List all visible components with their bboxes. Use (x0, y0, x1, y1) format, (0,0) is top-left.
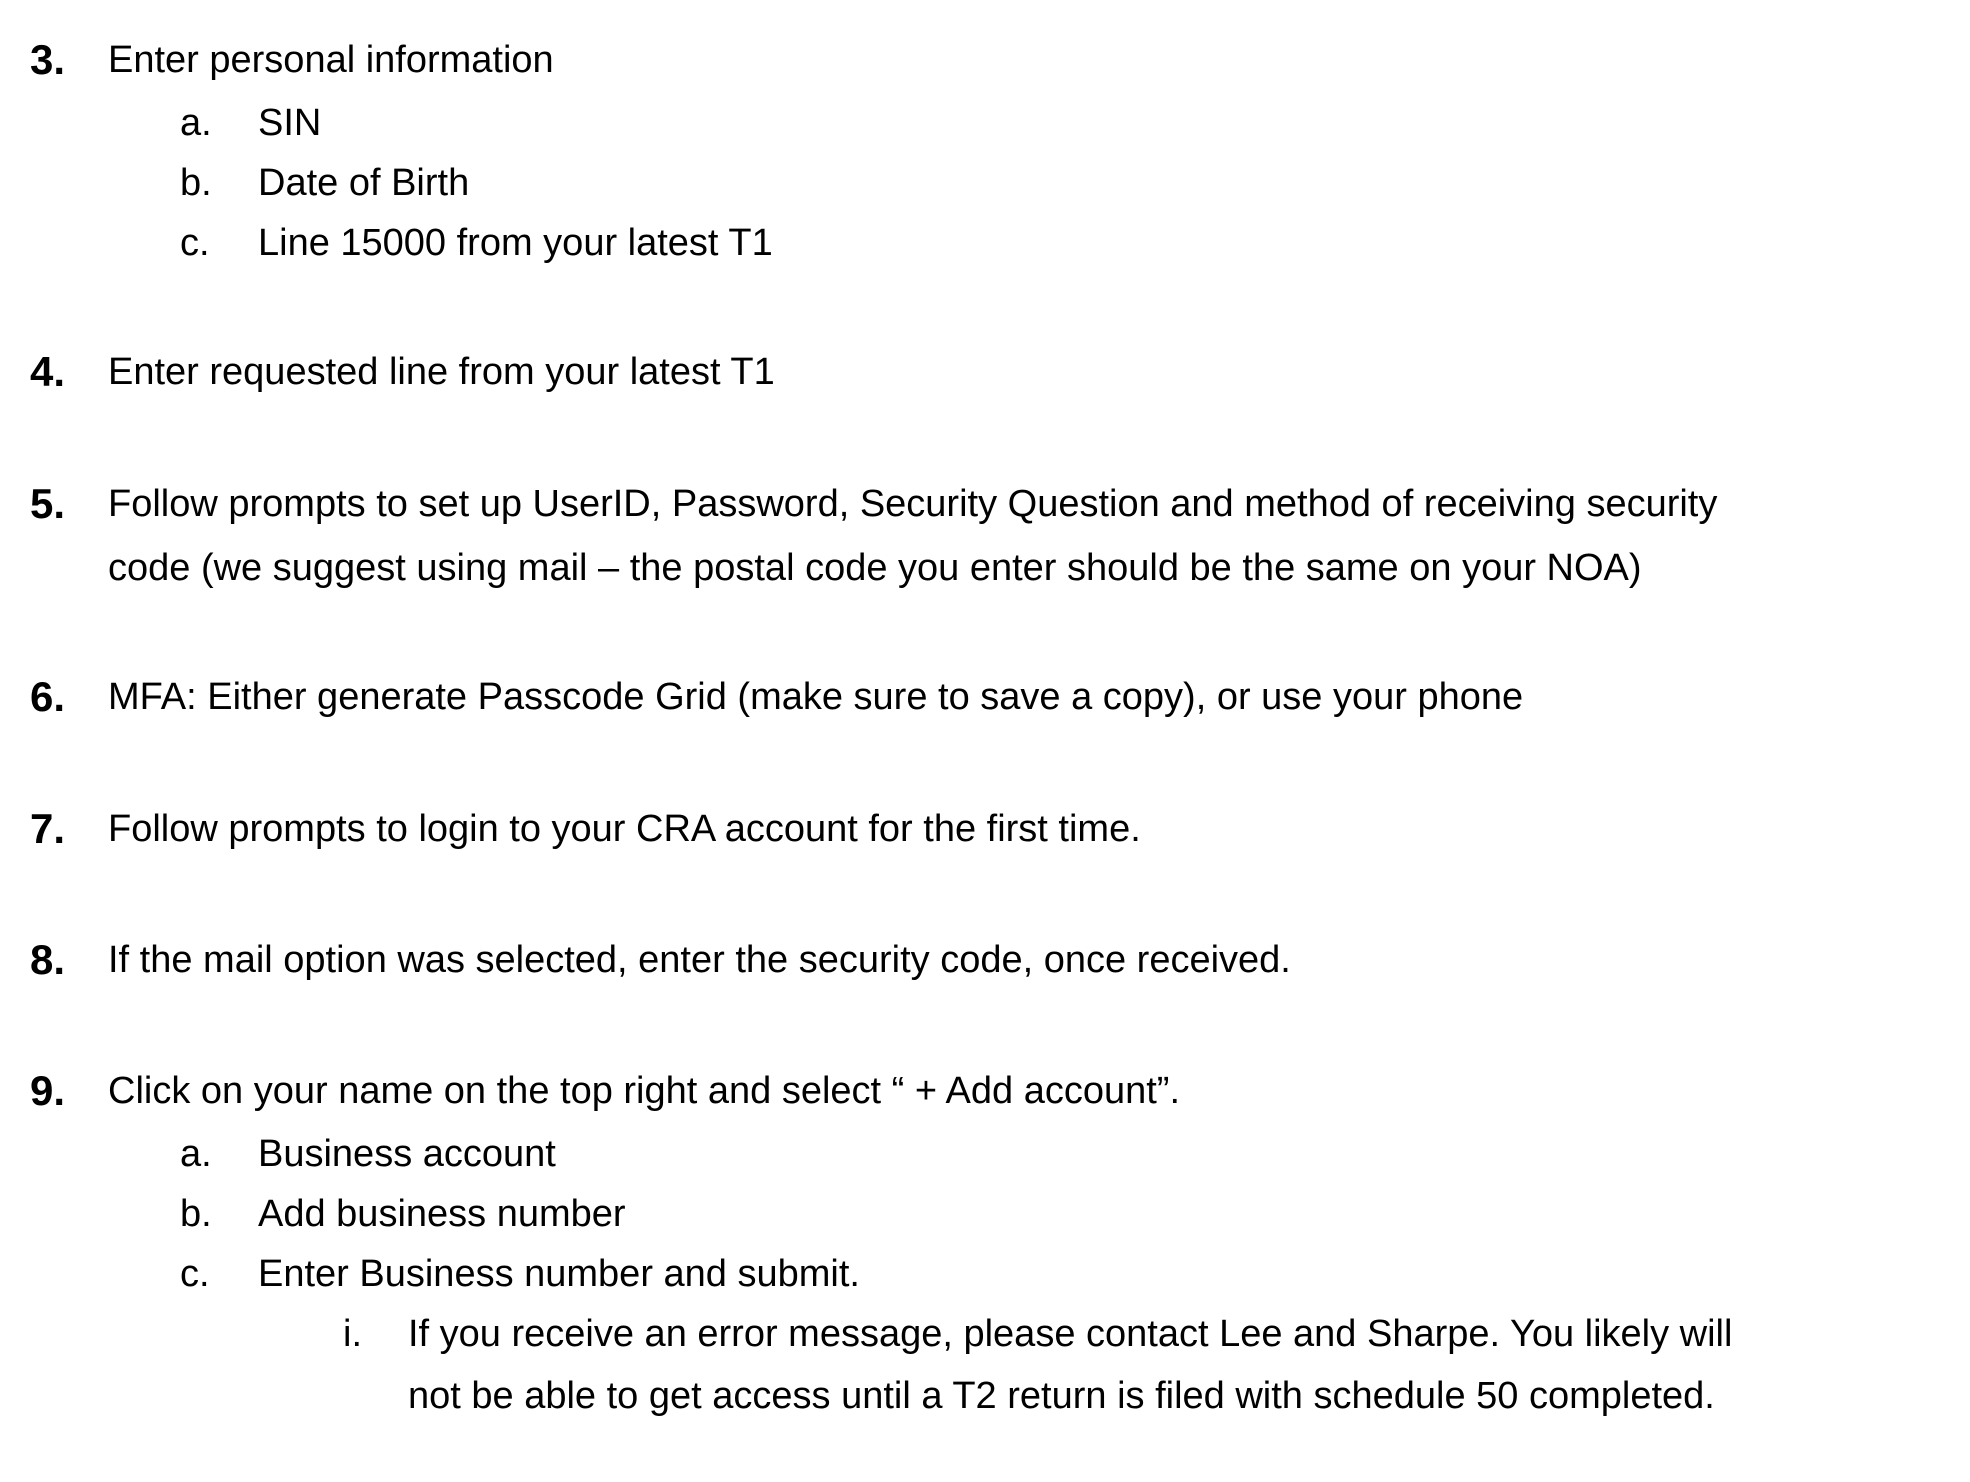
sub-item-text: Add business number (258, 1193, 626, 1235)
step-text: MFA: Either generate Passcode Grid (make sure to save a copy), or use your phone (108, 676, 1524, 718)
step-number: 9. (30, 1067, 66, 1114)
sub-sub-item-text: If you receive an error message, please contact Lee and Sharpe. You likely will (408, 1313, 1733, 1355)
sub-item-label: a. (180, 102, 212, 144)
step-text: Follow prompts to set up UserID, Password, Security Question and method of receiving security (108, 483, 1718, 525)
step-text: Enter requested line from your latest T1 (108, 351, 775, 393)
step-text: Enter personal information (108, 39, 554, 81)
step-text: If the mail option was selected, enter the security code, once received. (108, 939, 1291, 981)
sub-item-text: Date of Birth (258, 162, 470, 204)
step-number: 4. (30, 348, 66, 395)
step-number: 5. (30, 480, 66, 527)
step-number: 8. (30, 936, 66, 983)
step-number: 6. (30, 673, 66, 720)
sub-sub-item-label: i. (343, 1313, 362, 1355)
sub-item-text: SIN (258, 102, 322, 144)
step-text: Follow prompts to login to your CRA account for the first time. (108, 808, 1141, 850)
sub-item-label: b. (180, 1193, 212, 1235)
sub-item-text: Line 15000 from your latest T1 (258, 222, 773, 264)
sub-item-label: c. (180, 1253, 210, 1295)
step-text: Click on your name on the top right and select “ + Add account”. (108, 1070, 1180, 1112)
sub-item-label: a. (180, 1133, 212, 1175)
step-number: 3. (30, 36, 66, 83)
sub-item-label: c. (180, 222, 210, 264)
sub-sub-item-text-continued: not be able to get access until a T2 return is filed with schedule 50 completed. (408, 1375, 1715, 1417)
sub-item-text: Business account (258, 1133, 556, 1175)
sub-item-text: Enter Business number and submit. (258, 1253, 860, 1295)
step-number: 7. (30, 805, 66, 852)
sub-item-label: b. (180, 162, 212, 204)
step-text-continued: code (we suggest using mail – the postal code you enter should be the same on your NOA) (108, 547, 1642, 589)
